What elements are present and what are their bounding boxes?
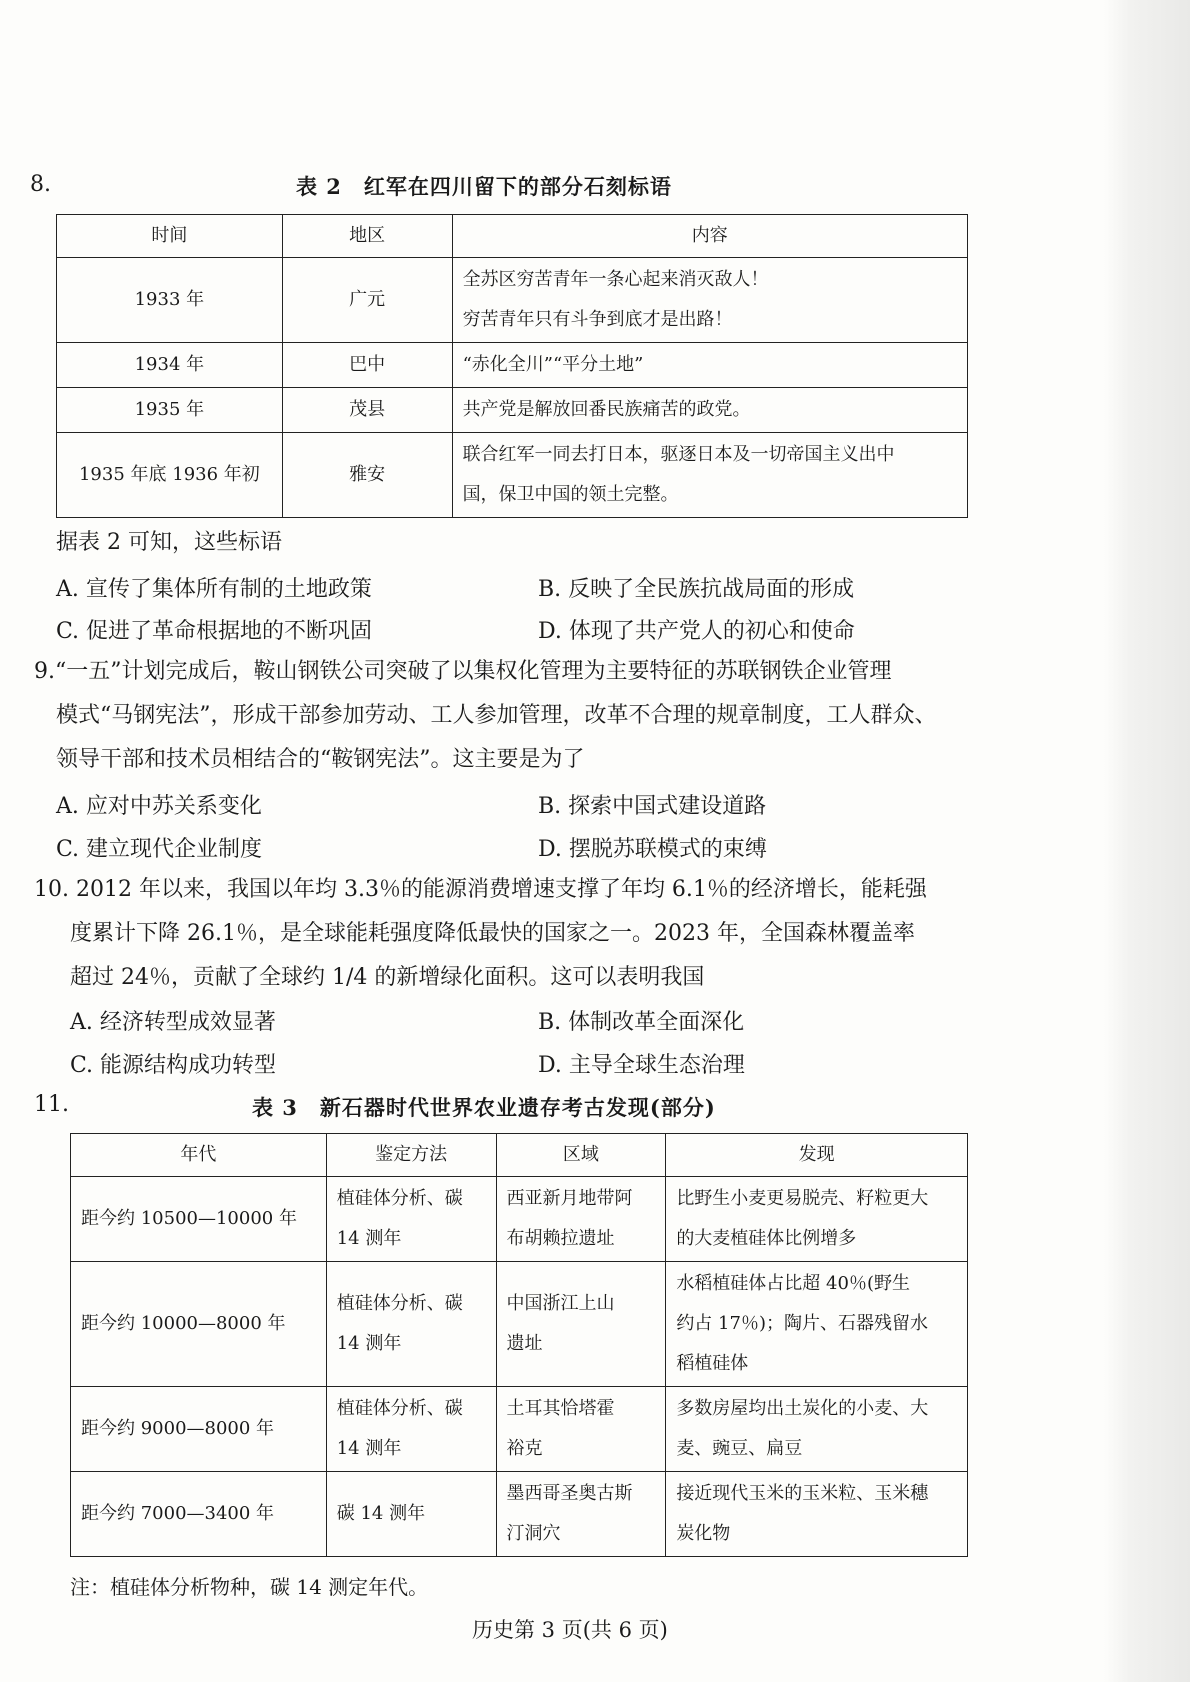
cell-time: 1933 年 <box>57 258 283 343</box>
cell-time: 1935 年底 1936 年初 <box>57 433 283 518</box>
cell-content <box>452 433 967 518</box>
finding-line: 水稻植硅体占比超 40％(野生 <box>676 1273 910 1294</box>
cell-era: 距今约 10500—10000 年 <box>71 1177 327 1262</box>
method-line: 植硅体分析、碳 <box>336 1293 463 1314</box>
table-row <box>57 388 968 433</box>
table-header-row <box>71 1134 968 1177</box>
area-line: 布胡赖拉遗址 <box>506 1228 615 1249</box>
q10-option-a: A. 经济转型成效显著 <box>70 1010 276 1035</box>
table-row <box>71 1262 968 1387</box>
cell-method <box>326 1472 496 1557</box>
cell-content: “赤化全川”“平分土地” <box>452 343 967 388</box>
cell-area <box>496 1262 666 1387</box>
method-line: 植硅体分析、碳 <box>336 1188 463 1209</box>
cell-region: 巴中 <box>282 343 452 388</box>
q9-option-a: A. 应对中苏关系变化 <box>56 794 262 819</box>
table-row <box>57 258 968 343</box>
cell-era: 距今约 9000—8000 年 <box>71 1387 327 1472</box>
cell-region: 茂县 <box>282 388 452 433</box>
area-line: 西亚新月地带阿 <box>506 1188 633 1209</box>
q9-option-b: B. 探索中国式建设道路 <box>538 794 767 819</box>
content-line: 联合红军一同去打日本，驱逐日本及一切帝国主义出中 <box>462 444 895 465</box>
cell-finding <box>666 1472 968 1557</box>
q10-option-b: B. 体制改革全面深化 <box>538 1010 745 1035</box>
method-line: 14 测年 <box>336 1228 402 1249</box>
cell-content: 共产党是解放回番民族痛苦的政党。 <box>452 388 967 433</box>
method-line: 14 测年 <box>336 1438 402 1459</box>
table-row <box>57 343 968 388</box>
finding-line: 多数房屋均出土炭化的小麦、大 <box>676 1398 929 1419</box>
area-line: 遗址 <box>506 1333 543 1354</box>
page-footer: 历史第 3 页(共 6 页) <box>472 1618 668 1642</box>
cell-method <box>326 1177 496 1262</box>
q8-number: 8. <box>30 172 51 197</box>
cell-era: 距今约 10000—8000 年 <box>71 1262 327 1387</box>
header-era: 年代 <box>71 1134 327 1177</box>
q8-table-caption: 表 2 红军在四川留下的部分石刻标语 <box>296 174 672 199</box>
method-line: 碳 14 测年 <box>336 1503 426 1524</box>
cell-era: 距今约 7000—3400 年 <box>71 1472 327 1557</box>
finding-line: 比野生小麦更易脱壳、籽粒更大 <box>676 1188 929 1209</box>
q10-stem-line: 10. 2012 年以来，我国以年均 3.3％的能源消费增速支撑了年均 6.1％的经济增长，能耗强 <box>34 877 927 902</box>
header-finding: 发现 <box>666 1134 968 1177</box>
header-region: 地区 <box>282 215 452 258</box>
cell-method <box>326 1387 496 1472</box>
cell-method <box>326 1262 496 1387</box>
q9-stem-line: 9.“一五”计划完成后，鞍山钢铁公司突破了以集权化管理为主要特征的苏联钢铁企业管理 <box>34 659 892 684</box>
header-content: 内容 <box>452 215 967 258</box>
header-method: 鉴定方法 <box>326 1134 496 1177</box>
finding-line: 麦、豌豆、扁豆 <box>676 1438 803 1459</box>
area-line: 汀洞穴 <box>506 1523 561 1544</box>
q8-option-b: B. 反映了全民族抗战局面的形成 <box>538 577 855 602</box>
q11-table-caption: 表 3 新石器时代世界农业遗存考古发现(部分) <box>252 1095 716 1120</box>
method-line: 植硅体分析、碳 <box>336 1398 463 1419</box>
cell-area <box>496 1387 666 1472</box>
cell-region: 雅安 <box>282 433 452 518</box>
q9-stem-line: 领导干部和技术员相结合的“鞍钢宪法”。这主要是为了 <box>56 747 585 772</box>
q8-option-a: A. 宣传了集体所有制的土地政策 <box>56 577 372 602</box>
q11-number: 11. <box>34 1092 69 1117</box>
q8-stem: 据表 2 可知，这些标语 <box>56 530 282 555</box>
q8-table <box>56 214 968 518</box>
cell-time: 1934 年 <box>57 343 283 388</box>
q10-stem-line: 超过 24％，贡献了全球约 1/4 的新增绿化面积。这可以表明我国 <box>70 965 705 990</box>
area-line: 土耳其恰塔霍 <box>506 1398 615 1419</box>
cell-finding <box>666 1387 968 1472</box>
method-line: 14 测年 <box>336 1333 402 1354</box>
table-row <box>71 1472 968 1557</box>
q10-stem-line: 度累计下降 26.1％，是全球能耗强度降低最快的国家之一。2023 年，全国森林覆盖率 <box>70 921 915 946</box>
q8-option-d: D. 体现了共产党人的初心和使命 <box>538 619 855 644</box>
header-area: 区域 <box>496 1134 666 1177</box>
finding-line: 的大麦植硅体比例增多 <box>676 1228 857 1249</box>
q10-option-d: D. 主导全球生态治理 <box>538 1053 745 1078</box>
cell-area <box>496 1472 666 1557</box>
q9-stem-line: 模式“马钢宪法”，形成干部参加劳动、工人参加管理，改革不合理的规章制度，工人群众、 <box>56 703 937 728</box>
cell-region: 广元 <box>282 258 452 343</box>
q11-note: 注：植硅体分析物种，碳 14 测定年代。 <box>70 1575 429 1599</box>
scan-edge <box>1104 0 1190 1682</box>
cell-time: 1935 年 <box>57 388 283 433</box>
finding-line: 炭化物 <box>676 1523 731 1544</box>
header-time: 时间 <box>57 215 283 258</box>
table-row <box>71 1177 968 1262</box>
area-line: 墨西哥圣奥古斯 <box>506 1483 633 1504</box>
cell-area <box>496 1177 666 1262</box>
area-line: 中国浙江上山 <box>506 1293 615 1314</box>
finding-line: 约占 17％)；陶片、石器残留水 <box>676 1313 928 1334</box>
q8-option-c: C. 促进了革命根据地的不断巩固 <box>56 619 373 644</box>
finding-line: 接近现代玉米的玉米粒、玉米穗 <box>676 1483 929 1504</box>
finding-line: 稻植硅体 <box>676 1353 749 1374</box>
table-row <box>57 433 968 518</box>
q11-table <box>70 1133 968 1557</box>
area-line: 裕克 <box>506 1438 543 1459</box>
cell-finding <box>666 1177 968 1262</box>
table-row <box>71 1387 968 1472</box>
content-line: 国，保卫中国的领土完整。 <box>462 484 679 505</box>
q10-option-c: C. 能源结构成功转型 <box>70 1053 277 1078</box>
table-header-row <box>57 215 968 258</box>
content-line: 穷苦青年只有斗争到底才是出路！ <box>462 309 733 330</box>
q9-option-c: C. 建立现代企业制度 <box>56 837 263 862</box>
cell-finding <box>666 1262 968 1387</box>
cell-content <box>452 258 967 343</box>
q9-option-d: D. 摆脱苏联模式的束缚 <box>538 837 767 862</box>
content-line: 全苏区穷苦青年一条心起来消灭敌人！ <box>462 269 769 290</box>
